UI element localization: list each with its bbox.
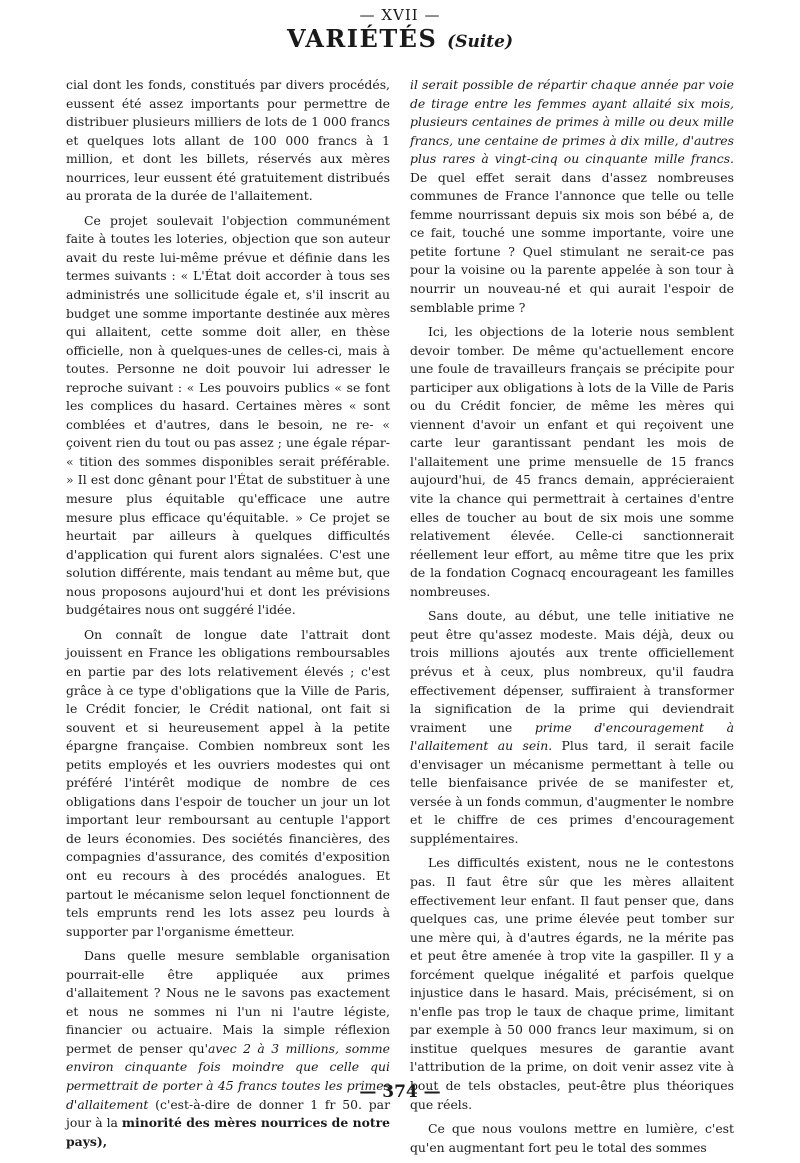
- bold-run: minorité des mères nourrices de notre pays),: [66, 1115, 390, 1149]
- title-suite: (Suite): [447, 32, 514, 52]
- text-run: Sans doute, au début, une telle initiative ne peut être qu'assez modeste. Mais déjà, deux ou trois millions ajoutés aux trente officiellement prévus et à ceux, plus nombreux, qu'il faudra effectivement dépenser, suffiraient à transformer la signification de la prime qui deviendrait vraiment une: [410, 608, 734, 735]
- paragraph: Ce projet soulevait l'objection communément faite à toutes les loteries, objection que son auteur avait du reste lui-même prévue et définie dans les termes suivants : « L'État doit accorder à tous ses administrés une sollicitude égale et, s'il inscrit au budget une somme importante destinée aux mères qui allaitent, cette somme doit aller, en thèse officielle, non à quelques-unes de celles-ci, mais à toutes. Personne ne doit pouvoir lui adresser le reproche suivant : « Les pouvoirs publics « se font les complices du hasard. Certaines mères « sont comblées et d'autres, dans le besoin, ne re- « çoivent rien du tout ou pas assez ; une égale répar- « tition des sommes disponibles serait préférable. » Il est donc gênant pour l'État de substituer à une mesure plus équitable qu'efficace une autre mesure plus efficace qu'équitable. » Ce projet se heurtait par ailleurs à quelques difficultés d'application qui furent alors signalées. C'est une solution différente, mais tendant au même but, que nous proposons aujourd'hui et dont les prévisions budgétaires nous ont suggéré l'idée.: [66, 212, 390, 618]
- paragraph: [66, 947, 390, 1151]
- left-column: [66, 76, 390, 1157]
- paragraph: [410, 607, 734, 848]
- right-column: [410, 76, 734, 1163]
- paragraph: cial dont les fonds, constitués par divers procédés, eussent été assez importants pour permettre de distribuer plusieurs milliers de lots de 1 000 francs et quelques lots allant de 100 000 francs à 1 million, et dont les billets, réservés aux mères nourrices, leur eussent été gratuitement distribués au prorata de la durée de l'allaitement.: [66, 77, 390, 204]
- text-run: Plus tard, il serait facile d'envisager un mécanisme permettant à telle ou telle bienfaisance privée de se manifester et, versée à un fonds commun, d'augmenter le nombre et le chiffre de ces primes d'encouragement supplémentaires.: [410, 738, 734, 846]
- section-number: — XVII —: [359, 6, 441, 24]
- page-number: — 374 —: [359, 1082, 441, 1102]
- text-run: Dans quelle mesure semblable organisation pourrait-elle être appliquée aux primes d'allaitement ? Nous ne le savons pas exactement et nous ne sommes ni l'un ni l'autre légiste, financier ou actuaire. Mais la simple réflexion permet de penser qu': [66, 948, 390, 1056]
- text-run: (c'est-à-dire de donner 1 fr 50. par jour à la: [66, 1096, 390, 1131]
- paragraph: On connaît de longue date l'attrait dont jouissent en France les obligations remboursables en partie par des lots relativement élevés ; c'est grâce à ce type d'obligations que la Ville de Paris, le Crédit foncier, le Crédit national, ont fait si souvent et si heureusement appel à la petite épargne française. Combien nombreux sont les petits employés et les ouvriers modestes qui ont préféré l'intérêt modique de nombre de ces obligations dans l'espoir de toucher un jour un lot important leur remboursant au centuple l'apport de leurs économies. Des sociétés financières, des compagnies d'assurance, des comités d'exposition ont eu recours à des procédés analogues. Et partout le mécanisme selon lequel fonctionnent de tels emprunts rend les lots assez peu lourds à supporter par l'organisme émetteur.: [66, 626, 390, 939]
- italic-run: il serait possible de répartir chaque année par voie de tirage entre les femmes ayant allaité six mois, plusieurs centaines de primes à mille ou deux mille francs, une centaine de primes à dix mille, d'autres plus rares à vingt-cinq ou cinquante mille francs.: [410, 77, 734, 167]
- page-title: [0, 24, 800, 53]
- italic-run: prime d'encouragement à l'allaitement au sein.: [410, 719, 734, 754]
- title-text: VARIÉTÉS: [286, 24, 438, 53]
- paragraph: Ce que nous voulons mettre en lumière, c'est qu'en augmentant fort peu le total des sommes: [410, 1121, 734, 1155]
- text-run: De quel effet serait dans d'assez nombreuses communes de France l'annonce que telle ou telle femme nourrissant depuis six mois son bébé a, de ce fait, touché une somme importante, voire une petite fortune ? Quel stimulant ne serait-ce pas pour la voisine ou la parente appelée à son tour à nourrir un nouveau-né et qui aurait l'espoir de semblable prime ?: [410, 169, 734, 315]
- italic-run: avec 2 à 3 millions, somme environ cinquante fois moindre que celle qui permettrait de porter à 45 francs toutes les primes d'allaitement: [66, 1040, 390, 1112]
- paragraph: [410, 76, 734, 317]
- paragraph: Les difficultés existent, nous ne le contestons pas. Il faut être sûr que les mères allaitent effectivement leur enfant. Il faut penser que, dans quelques cas, une prime élevée peut tomber sur une mère qui, à d'autres égards, ne la mérite pas et peut être amenée à trop vite la gaspiller. Il y a forcément quelque inégalité et parfois quelque injustice dans le hasard. Mais, précisément, si on n'enfle pas trop le taux de chaque prime, limitant par exemple à 50 000 francs leur maximum, si on institue quelques mesures de garantie avant l'attribution de la prime, on doit venir assez vite à bout de tels obstacles, peut-être plus théoriques que réels.: [410, 855, 734, 1112]
- paragraph: Ici, les objections de la loterie nous semblent devoir tomber. De même qu'actuellement encore une foule de travailleurs français se précipite pour participer aux obligations à lots de la Ville de Paris ou du Crédit foncier, de même les mères qui viennent d'avoir un enfant et qui reçoivent une carte leur garantissant pendant les mois de l'allaitement une prime mensuelle de 15 francs aujourd'hui, de 45 francs demain, apprécieraient vite la chance qui permettrait à certaines d'entre elles de toucher au bout de six mois une somme relativement élevée. Celle-ci sanctionnerait réellement leur effort, au même titre que les prix de la fondation Cognacq encourageant les familles nombreuses.: [410, 324, 734, 599]
